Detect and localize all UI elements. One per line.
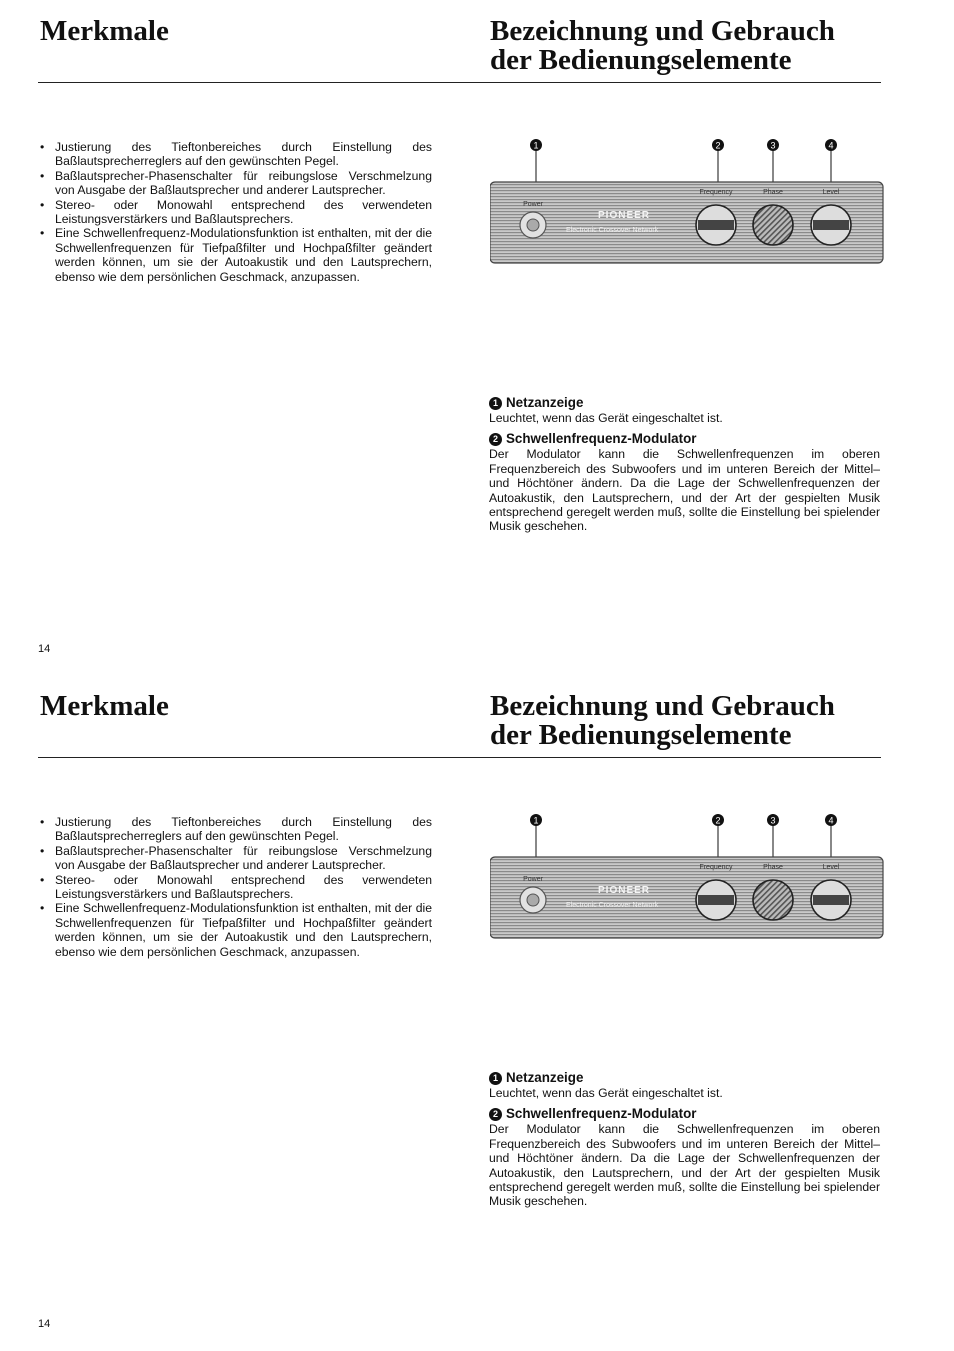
callout-2-number: 2 — [715, 140, 721, 151]
section-title-features: Merkmale — [40, 15, 169, 47]
page-number: 14 — [38, 643, 51, 655]
product-label: Electronic Crossover Network — [566, 902, 659, 909]
feature-list — [40, 815, 432, 959]
front-panel-diagram — [490, 811, 884, 941]
callout-1-number: 1 — [533, 815, 539, 826]
item-title: Netzanzeige — [506, 395, 584, 410]
callout-1 — [530, 814, 542, 826]
item-number-badge: 1 — [489, 397, 502, 410]
callout-2-number: 2 — [715, 815, 721, 826]
item-heading — [489, 1070, 880, 1086]
item-heading — [489, 395, 880, 411]
item-title: Schwellenfrequenz-Modulator — [506, 431, 697, 447]
front-panel-svg — [490, 811, 884, 941]
knob-2-label: Phase — [763, 864, 783, 871]
callout-3 — [767, 139, 779, 151]
item-number-badge: 1 — [489, 1072, 502, 1085]
phase-knob — [753, 880, 793, 920]
feature-list — [40, 140, 432, 284]
power-label: Power — [523, 876, 543, 883]
section-title-controls — [490, 17, 910, 75]
callout-3-number: 3 — [770, 140, 776, 151]
feature-item: • Baßlautsprecher-Phasenschalter für reibungslose Verschmelzung von Ausgabe der Baßlautsprecher und anderer Lautsprecher. — [40, 169, 432, 198]
manual-page-1 — [0, 0, 954, 675]
callout-1-number: 1 — [533, 140, 539, 151]
feature-item: • Stereo- oder Monowahl entsprechend des verwendeten Leistungsverstärkers und Baßlautsprechers. — [40, 873, 432, 902]
item-text: Der Modulator kann die Schwellenfrequenzen im oberen Frequenzbereich des Subwoofers und im unteren Bereich der Mittel–und Höchtöner ändern. Da die Lage der Schwellenfrequenzen der Autoakustik, den Lautsprechern, und der Art der gespielten Musik entsprechend geregelt werden muß, sollte die Einstellung bei spielender Musik geschehen. — [489, 447, 880, 534]
front-panel-svg — [490, 136, 884, 266]
front-panel-diagram — [490, 136, 884, 266]
callout-2 — [712, 139, 724, 151]
section-title-line1: Bezeichnung und Gebrauch — [490, 15, 835, 47]
item-title: Schwellenfrequenz-Modulator — [506, 1106, 697, 1122]
feature-item: • Justierung des Tieftonbereiches durch Einstellung des Baßlautsprecherreglers auf den gewünschten Pegel. — [40, 140, 432, 169]
callout-4-number: 4 — [828, 140, 834, 151]
feature-item: • Justierung des Tieftonbereiches durch Einstellung des Baßlautsprecherreglers auf den gewünschten Pegel. — [40, 815, 432, 844]
phase-knob — [753, 205, 793, 245]
knob-3-label: Level — [822, 189, 840, 196]
control-descriptions — [489, 1070, 880, 1215]
item-text: Leuchtet, wenn das Gerät eingeschaltet ist. — [489, 411, 723, 425]
callout-4-number: 4 — [828, 815, 834, 826]
manual-page-2 — [0, 675, 954, 1350]
product-label: Electronic Crossover Network — [566, 227, 659, 234]
callout-3 — [767, 814, 779, 826]
knob-2-label: Phase — [763, 189, 783, 196]
item-heading — [489, 431, 880, 447]
callout-2 — [712, 814, 724, 826]
section-title-features: Merkmale — [40, 690, 169, 722]
callout-1 — [530, 139, 542, 151]
section-title-line2: der Bedienungselemente — [490, 719, 792, 751]
feature-item: • Baßlautsprecher-Phasenschalter für reibungslose Verschmelzung von Ausgabe der Baßlautsprecher und anderer Lautsprecher. — [40, 844, 432, 873]
page-number: 14 — [38, 1318, 51, 1330]
section-title-line2: der Bedienungselemente — [490, 44, 792, 76]
knob-3-label: Level — [822, 864, 840, 871]
knob-1-label: Frequency — [699, 864, 733, 871]
header-rule — [38, 757, 881, 758]
item-title: Netzanzeige — [506, 1070, 584, 1085]
callout-3-number: 3 — [770, 815, 776, 826]
callout-4 — [825, 814, 837, 826]
header-rule — [38, 82, 881, 83]
item-text: Leuchtet, wenn das Gerät eingeschaltet ist. — [489, 1086, 723, 1100]
callout-4 — [825, 139, 837, 151]
section-title-controls — [490, 692, 910, 750]
knob-1-label: Frequency — [699, 189, 733, 196]
section-title-line1: Bezeichnung und Gebrauch — [490, 690, 835, 722]
item-number-badge: 2 — [489, 1108, 502, 1121]
feature-item: • Eine Schwellenfrequenz-Modulationsfunktion ist enthalten, mit der die Schwellenfrequenzen für Tiefpaßfilter und Hochpaßfilter geändert werden können, um sie der Autoakustik und den Lautsprechern, ebenso wie dem persönlichen Geschmack, anzupassen. — [40, 226, 432, 284]
control-descriptions — [489, 395, 880, 540]
power-label: Power — [523, 201, 543, 208]
item-text: Der Modulator kann die Schwellenfrequenzen im oberen Frequenzbereich des Subwoofers und im unteren Bereich der Mittel–und Höchtöner ändern. Da die Lage der Schwellenfrequenzen der Autoakustik, den Lautsprechern, und der Art der gespielten Musik entsprechend geregelt werden muß, sollte die Einstellung bei spielender Musik geschehen. — [489, 1122, 880, 1209]
item-heading — [489, 1106, 880, 1122]
item-number-badge: 2 — [489, 433, 502, 446]
brand-logo: PIONEER — [598, 210, 651, 221]
feature-item: • Eine Schwellenfrequenz-Modulationsfunktion ist enthalten, mit der die Schwellenfrequenzen für Tiefpaßfilter und Hochpaßfilter geändert werden können, um sie der Autoakustik und den Lautsprechern, ebenso wie dem persönlichen Geschmack, anzupassen. — [40, 901, 432, 959]
feature-item: • Stereo- oder Monowahl entsprechend des verwendeten Leistungsverstärkers und Baßlautsprechers. — [40, 198, 432, 227]
brand-logo: PIONEER — [598, 885, 651, 896]
